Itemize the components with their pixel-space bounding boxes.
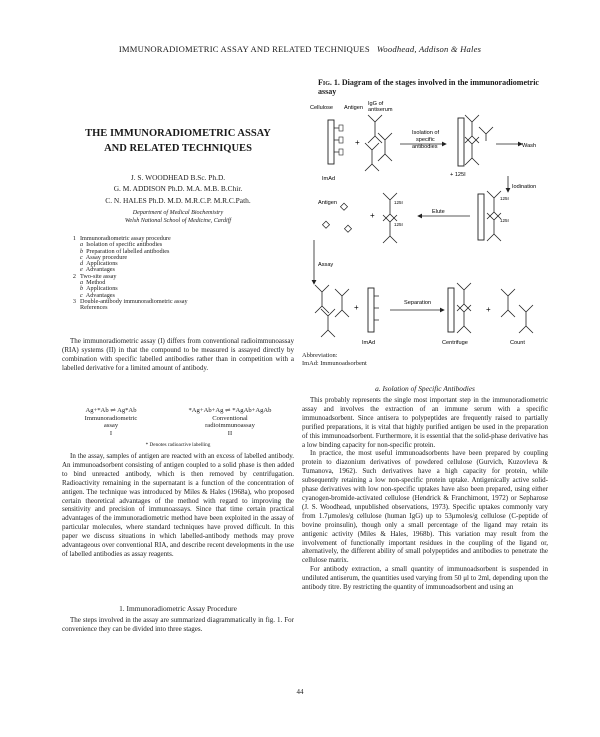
iso-label: 125I bbox=[500, 196, 509, 201]
subsection-a-heading: a. Isolation of Specific Antibodies bbox=[375, 384, 475, 393]
label-antigen-2: Antigen bbox=[318, 200, 337, 206]
stage-2 bbox=[318, 176, 536, 243]
antigen-sites bbox=[334, 128, 339, 152]
intro-text: The immunoradiometric assay (I) differs from conventional radioimmunoassay (RIA) systems (II) in that the compound to be measured is assayed directly by combination with specific labelled antibodies rather than in competition with a labelled derivative for a limited amount of antibody. bbox=[62, 337, 294, 372]
plus-sign: + bbox=[354, 303, 359, 312]
toc-item-text: Assay procedure bbox=[85, 253, 128, 261]
toc-item-number: 2 bbox=[72, 272, 76, 280]
free-complex-icon bbox=[519, 305, 533, 333]
label-elute: Elute bbox=[432, 209, 445, 215]
equation-2 bbox=[166, 407, 294, 437]
label-wash: Wash bbox=[522, 143, 537, 149]
label-isolation-2: specific bbox=[416, 137, 435, 143]
page-number: 44 bbox=[296, 688, 304, 696]
toc-item-text: Isolation of specific antibodies bbox=[86, 241, 163, 249]
toc-item-letter: c bbox=[80, 253, 83, 261]
plus-sign: + bbox=[355, 138, 360, 147]
section-1-text: The steps involved in the assay are summarized diagrammatically in fig. 1. For convenience they can be divided into three stages. bbox=[62, 616, 294, 633]
equation-2-label-2: radioimmunoassay bbox=[205, 422, 255, 430]
equation-footnote: * Denotes radioactive labelling bbox=[145, 442, 211, 448]
toc-item-text: Applications bbox=[86, 260, 118, 268]
antigen-icon bbox=[322, 221, 329, 228]
plus-sign: + bbox=[486, 305, 491, 314]
antibody-icon bbox=[368, 115, 382, 143]
free-complex-icon bbox=[501, 289, 515, 317]
toc-item-letter: b bbox=[80, 247, 84, 255]
complex-icon bbox=[335, 289, 349, 317]
label-igg: IgG of bbox=[368, 101, 384, 107]
abbreviation-heading: Abbreviation: bbox=[302, 352, 338, 359]
toc-item-text: Two-site assay bbox=[80, 272, 117, 280]
iso-label: 125I bbox=[500, 218, 509, 223]
label-cellulose: Cellulose bbox=[310, 105, 334, 111]
label-centrifuge: Centrifuge bbox=[442, 340, 468, 346]
plus-sign: + bbox=[370, 211, 375, 220]
toc-item-letter: e bbox=[80, 266, 83, 274]
author-3: C. N. HALES Ph.D. M.D. M.R.C.P. M.R.C.Path. bbox=[105, 195, 251, 205]
complex-icon bbox=[315, 285, 329, 313]
equation-2-formula: *Ag+Ab+Ag ⇌ *AgAb+AgAb bbox=[188, 407, 272, 414]
paragraph-2-text: In the assay, samples of antigen are reacted with an excess of labelled antibody. An immunoadsorbent consisting of antigen coupled to a solid phase is then added to bind unreacted antibody, which is then removed by centrifugation. Radioactivity remaining in the supernatant is a function of the concentration of antigen. The technique was introduced by Miles & Hales (1968a), who proposed certain theoretical advantages of the method with regard to improving the sensitivity and precision of immunoassays. Since that time certain practical advantages of the immunoradiometric method have been exploited in the assay of particular molecules, where standard techniques have proved difficult. In this paper we discuss situations in which labelled-antibody methods may prove advantageous over conventional RIA, and describe recent developments in the use of labelled antibodies as assay reagents. bbox=[62, 452, 294, 558]
bound-antibody-icon bbox=[479, 127, 493, 141]
toc-item-text: Immunoradiometric assay procedure bbox=[80, 235, 171, 242]
immunoadsorbent-block bbox=[368, 288, 374, 332]
label-iodination: Iodination bbox=[512, 184, 537, 190]
figure-number: Fig. 1. bbox=[318, 78, 340, 87]
intro-paragraph bbox=[62, 337, 294, 373]
toc-item-number: 3 bbox=[72, 297, 76, 305]
affiliation bbox=[62, 209, 294, 225]
paragraph-2 bbox=[62, 452, 294, 559]
stage-1 bbox=[310, 101, 536, 182]
cellulose-block bbox=[328, 120, 334, 164]
antigen-icon bbox=[340, 203, 347, 210]
toc-item-letter: a bbox=[80, 241, 84, 249]
antibody-icon bbox=[365, 143, 379, 171]
antibody-icon bbox=[378, 133, 392, 161]
label-count: Count bbox=[510, 340, 525, 346]
figure-caption bbox=[318, 78, 548, 96]
figure-diagram bbox=[300, 100, 550, 360]
toc-item bbox=[62, 305, 292, 311]
toc-item-text: References bbox=[80, 304, 108, 312]
toc-item-letter: b bbox=[80, 285, 84, 293]
label-isolation-3: antibodies bbox=[412, 144, 438, 150]
author-1: J. S. WOODHEAD B.Sc. Ph.D. bbox=[130, 173, 226, 182]
toc-item-text: Advantages bbox=[85, 291, 115, 299]
section-1-paragraph bbox=[62, 616, 294, 634]
figure-abbreviation bbox=[302, 352, 367, 367]
toc-item-text: Double-antibody immunoradiometric assay bbox=[80, 297, 188, 305]
toc-item-letter: d bbox=[80, 260, 84, 268]
label-antigen: Antigen bbox=[344, 105, 363, 111]
running-head-title: IMMUNORADIOMETRIC ASSAY AND RELATED TECHNIQUES bbox=[118, 44, 370, 54]
equation-1 bbox=[62, 407, 160, 437]
department: Department of Medical Biochemistry bbox=[132, 210, 224, 216]
label-imad-2: ImAd bbox=[362, 340, 376, 346]
article-title bbox=[62, 126, 294, 156]
toc-item-letter: a bbox=[80, 279, 84, 287]
iso-label: 125I bbox=[394, 200, 403, 205]
author-list bbox=[62, 172, 294, 206]
author-2: G. M. ADDISON Ph.D. M.A. M.B. B.Chir. bbox=[113, 184, 243, 194]
toc-item-text: Advantages bbox=[85, 266, 115, 274]
running-head bbox=[0, 44, 600, 54]
label-separation: Separation bbox=[404, 300, 432, 306]
equation-2-label: Conventional bbox=[212, 414, 248, 422]
section-1-heading: 1. Immunoradiometric Assay Procedure bbox=[119, 604, 237, 613]
complex-icon bbox=[321, 309, 335, 337]
table-of-contents bbox=[62, 236, 292, 312]
toc-item-text: Method bbox=[86, 279, 106, 287]
label-iodine: + 125I bbox=[450, 172, 466, 178]
subsection-a-body bbox=[302, 396, 548, 592]
label-imad: ImAd bbox=[322, 176, 336, 182]
subsection-a-paragraph-3: For antibody extraction, a small quantity of immunoadsorbent is suspended in undiluted antiserum, the quantities used varying from 50 μl to 2ml, depending upon the antibody titre. By restricting the quantity of immunoadsorbent and using an bbox=[302, 565, 548, 592]
equations bbox=[62, 407, 294, 441]
label-antiserum: antiserum bbox=[368, 107, 393, 113]
equation-1-label: Immunoradiometric bbox=[84, 414, 138, 422]
equation-1-label-2: assay bbox=[103, 422, 119, 430]
subsection-a-paragraph-1: This probably represents the single most important step in the immunoradiometric assay and involves the extraction of an immune serum with a specific immunoadsorbent. Since antisera to polypeptides are frequently raised to partially purified preparations, it is vital that highly purified antigen be used in the preparation of this immunoadsorbent. Furthermore, it is essential that the solid-phase derivative has a low binding capacity for non-specific protein. bbox=[302, 396, 548, 449]
equation-1-formula: Ag+*Ab ⇌ Ag*Ab bbox=[85, 407, 137, 414]
article-title-line-1: THE IMMUNORADIOMETRIC ASSAY bbox=[85, 128, 271, 139]
institution: Welsh National School of Medicine, Cardiff bbox=[124, 218, 232, 224]
toc-item-text: Applications bbox=[86, 285, 118, 293]
iso-label: 125I bbox=[394, 222, 403, 227]
antigen-icon bbox=[344, 225, 351, 232]
abbreviation-text: ImAd: Immunoadsorbent bbox=[302, 359, 367, 367]
equation-2-number: II bbox=[227, 429, 233, 437]
subsection-a-paragraph-2: In practice, the most useful immunoadsorbents have been prepared by coupling protein to diazonium derivatives of powdered cellulose (Gurvich, Kuzovleva & Tumanova, 1962). Such derivatives have a high capacity for protein, while subsequently retaining a low non-specific protein uptake. Antigenically active solid-phase derivatives with low non-specific uptakes have also been prepared, using either cyanogen-bromide-activated cellulose (Hendrick & Franchimont, 1972) or Sepharose (J. S. Woodhead, unpublished observations, 1973). Specific uptakes commonly vary from 1.7μmoles/g cellulose (human IgG) up to 53μmoles/g cellulose (C-peptide of bovine proinsulin), though only a small percentage of the ligand may retain its antigenic activity (Miles & Hales, 1968b). This variation may result from the involvement of functionally important residues in the coupling of the ligand or, alternatively, the different ability of small polypeptides and antibodies to penetrate the cellulose matrix. bbox=[302, 449, 548, 565]
article-title-line-2: AND RELATED TECHNIQUES bbox=[104, 143, 252, 154]
label-assay: Assay bbox=[318, 262, 334, 268]
running-head-authors: Woodhead, Addison & Hales bbox=[376, 44, 482, 54]
toc-item-letter: c bbox=[80, 291, 83, 299]
toc-item-text: Preparation of labelled antibodies bbox=[86, 247, 170, 255]
figure-title: Diagram of the stages involved in the immunoradiometric assay bbox=[318, 78, 539, 96]
equation-1-number: I bbox=[109, 429, 113, 437]
toc-item-number: 1 bbox=[72, 235, 76, 242]
stage-3 bbox=[314, 240, 533, 346]
label-isolation-1: Isolation of bbox=[412, 130, 440, 136]
